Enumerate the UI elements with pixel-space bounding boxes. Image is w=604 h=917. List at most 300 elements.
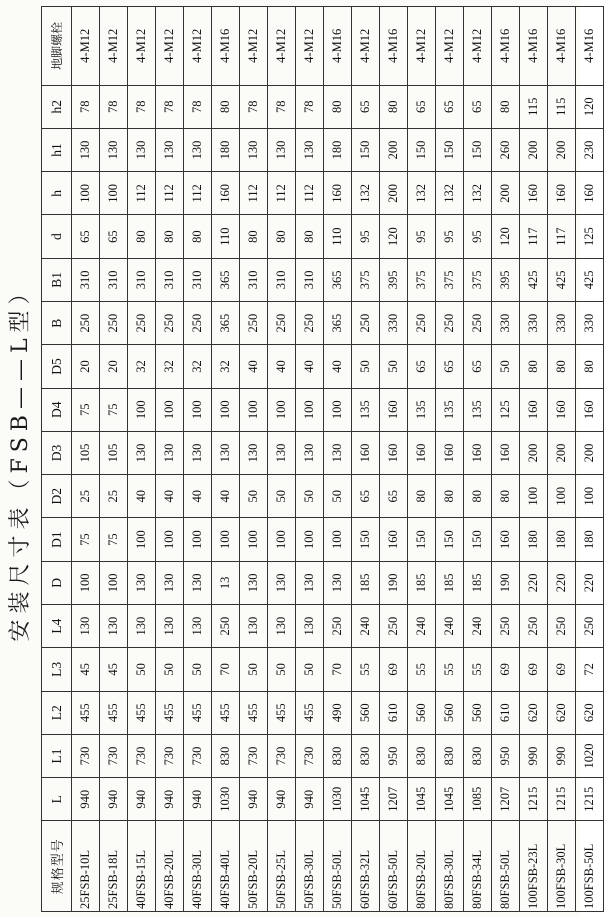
table-cell: 180 xyxy=(212,128,240,171)
table-cell: 130 xyxy=(184,561,212,604)
table-cell: 610 xyxy=(492,691,520,734)
table-cell: 130 xyxy=(156,128,184,171)
table-cell: 100 xyxy=(576,475,604,518)
table-row xyxy=(296,7,324,912)
model-cell: 25FSB-18L xyxy=(100,821,128,912)
table-cell: 990 xyxy=(548,734,576,777)
table-cell: 185 xyxy=(464,561,492,604)
table-cell: 50 xyxy=(156,648,184,691)
table-cell: 100 xyxy=(296,518,324,561)
table-cell: 250 xyxy=(72,302,100,345)
table-cell: 200 xyxy=(492,172,520,215)
table-cell: 130 xyxy=(128,431,156,474)
table-cell: 75 xyxy=(100,518,128,561)
model-cell: 40FSB-40L xyxy=(212,821,240,912)
table-cell: 65 xyxy=(464,345,492,388)
table-cell: 20 xyxy=(100,345,128,388)
table-cell: 69 xyxy=(520,648,548,691)
table-cell: 110 xyxy=(324,215,352,258)
column-header-dim-7: D1 xyxy=(42,518,72,561)
table-row xyxy=(240,7,268,912)
table-cell: 130 xyxy=(184,431,212,474)
table-cell: 130 xyxy=(268,605,296,648)
model-cell: 50FSB-30L xyxy=(296,821,324,912)
table-cell: 130 xyxy=(268,128,296,171)
table-cell: 240 xyxy=(464,605,492,648)
table-cell: 200 xyxy=(380,128,408,171)
table-cell: 130 xyxy=(324,561,352,604)
table-cell: 120 xyxy=(380,215,408,258)
table-cell: 310 xyxy=(100,258,128,301)
model-cell: 80FSB-30L xyxy=(436,821,464,912)
table-cell: 95 xyxy=(464,215,492,258)
table-cell: 112 xyxy=(184,172,212,215)
table-cell: 310 xyxy=(268,258,296,301)
model-cell: 100FSB-30L xyxy=(548,821,576,912)
table-cell: 200 xyxy=(576,431,604,474)
table-cell: 180 xyxy=(520,518,548,561)
table-cell: 75 xyxy=(100,388,128,431)
table-cell: 40 xyxy=(156,475,184,518)
table-cell: 50 xyxy=(492,345,520,388)
table-cell: 455 xyxy=(184,691,212,734)
table-cell: 40 xyxy=(324,345,352,388)
table-row xyxy=(100,7,128,912)
table-cell: 130 xyxy=(296,431,324,474)
table-cell: 115 xyxy=(520,85,548,128)
table-cell: 100 xyxy=(324,518,352,561)
table-cell: 112 xyxy=(240,172,268,215)
table-cell: 455 xyxy=(100,691,128,734)
table-cell: 160 xyxy=(520,172,548,215)
table-row xyxy=(520,7,548,912)
table-cell: 1207 xyxy=(380,778,408,821)
table-cell: 25 xyxy=(72,475,100,518)
table-cell: 69 xyxy=(548,648,576,691)
table-cell: 1045 xyxy=(352,778,380,821)
model-cell: 40FSB-20L xyxy=(156,821,184,912)
table-cell: 95 xyxy=(408,215,436,258)
table-cell: 100 xyxy=(212,388,240,431)
table-cell: 130 xyxy=(324,431,352,474)
table-cell: 180 xyxy=(548,518,576,561)
table-cell: 65 xyxy=(408,345,436,388)
table-cell: 160 xyxy=(520,388,548,431)
table-cell: 45 xyxy=(72,648,100,691)
table-cell: 50 xyxy=(128,648,156,691)
table-cell: 50 xyxy=(268,475,296,518)
table-cell: 160 xyxy=(548,388,576,431)
table-cell: 130 xyxy=(72,605,100,648)
table-cell: 180 xyxy=(324,128,352,171)
table-cell: 130 xyxy=(240,561,268,604)
table-cell: 1215 xyxy=(576,778,604,821)
table-cell: 80 xyxy=(576,345,604,388)
table-row xyxy=(548,7,576,912)
table-cell: 130 xyxy=(100,605,128,648)
table-cell: 50 xyxy=(352,345,380,388)
table-cell: 830 xyxy=(436,734,464,777)
table-cell: 100 xyxy=(156,518,184,561)
table-cell: 1030 xyxy=(324,778,352,821)
table-cell: 130 xyxy=(268,561,296,604)
table-row xyxy=(324,7,352,912)
table-cell: 220 xyxy=(576,561,604,604)
table-cell: 160 xyxy=(212,172,240,215)
column-header-dim-1: L xyxy=(42,778,72,821)
table-cell: 730 xyxy=(296,734,324,777)
table-cell: 125 xyxy=(576,215,604,258)
table-cell: 65 xyxy=(352,85,380,128)
table-cell: 160 xyxy=(576,172,604,215)
table-cell: 65 xyxy=(464,85,492,128)
table-cell: 365 xyxy=(212,258,240,301)
table-cell: 4-M12 xyxy=(352,7,380,86)
table-cell: 365 xyxy=(324,258,352,301)
table-row xyxy=(436,7,464,912)
table-cell: 130 xyxy=(212,431,240,474)
table-cell: 160 xyxy=(548,172,576,215)
table-cell: 250 xyxy=(324,605,352,648)
column-header-dim-14: d xyxy=(42,215,72,258)
table-cell: 260 xyxy=(492,128,520,171)
table-cell: 250 xyxy=(268,302,296,345)
table-cell: 130 xyxy=(240,605,268,648)
table-cell: 1215 xyxy=(520,778,548,821)
column-header-dim-12: B xyxy=(42,302,72,345)
table-cell: 78 xyxy=(128,85,156,128)
table-cell: 50 xyxy=(184,648,212,691)
table-cell: 310 xyxy=(296,258,324,301)
dimension-table xyxy=(41,6,604,912)
table-cell: 4-M12 xyxy=(464,7,492,86)
table-row xyxy=(492,7,520,912)
table-cell: 117 xyxy=(548,215,576,258)
table-cell: 620 xyxy=(548,691,576,734)
table-cell: 4-M16 xyxy=(380,7,408,86)
table-cell: 117 xyxy=(520,215,548,258)
model-cell: 80FSB-34L xyxy=(464,821,492,912)
table-cell: 455 xyxy=(240,691,268,734)
table-cell: 1045 xyxy=(436,778,464,821)
table-row xyxy=(380,7,408,912)
model-cell: 50FSB-25L xyxy=(268,821,296,912)
table-cell: 65 xyxy=(408,85,436,128)
table-cell: 150 xyxy=(464,518,492,561)
table-cell: 20 xyxy=(72,345,100,388)
table-cell: 130 xyxy=(72,128,100,171)
table-cell: 80 xyxy=(436,475,464,518)
table-row xyxy=(156,7,184,912)
table-cell: 200 xyxy=(520,128,548,171)
table-cell: 130 xyxy=(156,431,184,474)
table-cell: 160 xyxy=(464,431,492,474)
table-cell: 150 xyxy=(436,518,464,561)
table-cell: 55 xyxy=(408,648,436,691)
column-header-dim-16: h1 xyxy=(42,128,72,171)
model-cell: 80FSB-50L xyxy=(492,821,520,912)
table-cell: 250 xyxy=(576,605,604,648)
table-cell: 4-M12 xyxy=(184,7,212,86)
table-cell: 80 xyxy=(128,215,156,258)
table-cell: 100 xyxy=(72,172,100,215)
table-cell: 80 xyxy=(296,215,324,258)
table-cell: 560 xyxy=(408,691,436,734)
table-cell: 112 xyxy=(128,172,156,215)
table-cell: 25 xyxy=(100,475,128,518)
table-cell: 730 xyxy=(240,734,268,777)
table-cell: 32 xyxy=(212,345,240,388)
table-cell: 75 xyxy=(72,388,100,431)
table-cell: 220 xyxy=(548,561,576,604)
column-header-model: 规格型号 xyxy=(42,821,72,912)
column-header-dim-6: D xyxy=(42,561,72,604)
table-cell: 620 xyxy=(576,691,604,734)
table-cell: 240 xyxy=(352,605,380,648)
table-cell: 365 xyxy=(324,302,352,345)
table-cell: 50 xyxy=(380,345,408,388)
table-cell: 150 xyxy=(436,128,464,171)
table-cell: 130 xyxy=(296,605,324,648)
table-cell: 4-M16 xyxy=(324,7,352,86)
table-cell: 185 xyxy=(408,561,436,604)
table-cell: 130 xyxy=(296,128,324,171)
table-cell: 50 xyxy=(268,648,296,691)
table-cell: 730 xyxy=(156,734,184,777)
table-cell: 940 xyxy=(156,778,184,821)
table-cell: 130 xyxy=(156,561,184,604)
table-cell: 730 xyxy=(184,734,212,777)
table-cell: 220 xyxy=(520,561,548,604)
table-cell: 32 xyxy=(156,345,184,388)
table-title: 安装尺寸表（FSB——L型） xyxy=(8,276,33,642)
table-cell: 150 xyxy=(408,518,436,561)
table-cell: 100 xyxy=(296,388,324,431)
table-body xyxy=(72,7,604,912)
model-cell: 100FSB-50L xyxy=(576,821,604,912)
table-cell: 190 xyxy=(380,561,408,604)
table-cell: 78 xyxy=(72,85,100,128)
model-cell: 25FSB-10L xyxy=(72,821,100,912)
table-cell: 185 xyxy=(352,561,380,604)
column-header-dim-2: L1 xyxy=(42,734,72,777)
table-cell: 100 xyxy=(268,518,296,561)
table-cell: 160 xyxy=(492,431,520,474)
table-cell: 250 xyxy=(548,605,576,648)
table-cell: 78 xyxy=(296,85,324,128)
table-cell: 4-M16 xyxy=(212,7,240,86)
column-header-dim-15: h xyxy=(42,172,72,215)
table-cell: 125 xyxy=(492,388,520,431)
table-cell: 310 xyxy=(128,258,156,301)
column-header-dim-5: L4 xyxy=(42,605,72,648)
table-cell: 240 xyxy=(408,605,436,648)
table-row xyxy=(352,7,380,912)
table-cell: 50 xyxy=(324,475,352,518)
table-row xyxy=(212,7,240,912)
table-cell: 100 xyxy=(212,518,240,561)
table-cell: 160 xyxy=(380,431,408,474)
table-cell: 375 xyxy=(408,258,436,301)
table-cell: 78 xyxy=(184,85,212,128)
table-cell: 132 xyxy=(464,172,492,215)
column-header-dim-17: h2 xyxy=(42,85,72,128)
table-cell: 100 xyxy=(324,388,352,431)
table-cell: 69 xyxy=(380,648,408,691)
column-header-dim-11: D5 xyxy=(42,345,72,388)
table-row xyxy=(128,7,156,912)
table-cell: 80 xyxy=(464,475,492,518)
rotated-content xyxy=(1,3,596,915)
table-cell: 50 xyxy=(296,648,324,691)
column-header-dim-9: D3 xyxy=(42,431,72,474)
table-cell: 80 xyxy=(156,215,184,258)
table-cell: 40 xyxy=(184,475,212,518)
table-cell: 730 xyxy=(72,734,100,777)
table-cell: 100 xyxy=(128,518,156,561)
table-cell: 160 xyxy=(380,388,408,431)
table-cell: 78 xyxy=(156,85,184,128)
header-row xyxy=(42,7,72,912)
table-cell: 1085 xyxy=(464,778,492,821)
table-cell: 180 xyxy=(576,518,604,561)
table-cell: 100 xyxy=(240,388,268,431)
table-cell: 730 xyxy=(268,734,296,777)
table-cell: 100 xyxy=(268,388,296,431)
table-cell: 940 xyxy=(72,778,100,821)
table-cell: 950 xyxy=(380,734,408,777)
table-cell: 455 xyxy=(296,691,324,734)
table-cell: 4-M12 xyxy=(240,7,268,86)
table-cell: 940 xyxy=(128,778,156,821)
table-cell: 940 xyxy=(240,778,268,821)
table-cell: 250 xyxy=(156,302,184,345)
table-cell: 80 xyxy=(548,345,576,388)
table-cell: 69 xyxy=(492,648,520,691)
table-cell: 160 xyxy=(352,431,380,474)
table-cell: 250 xyxy=(352,302,380,345)
table-cell: 395 xyxy=(492,258,520,301)
table-cell: 830 xyxy=(464,734,492,777)
table-cell: 55 xyxy=(464,648,492,691)
table-cell: 40 xyxy=(128,475,156,518)
table-cell: 120 xyxy=(576,85,604,128)
table-cell: 135 xyxy=(464,388,492,431)
table-cell: 45 xyxy=(100,648,128,691)
table-cell: 330 xyxy=(492,302,520,345)
table-cell: 455 xyxy=(72,691,100,734)
column-header-anchor-bolt: 地脚螺栓 xyxy=(42,7,72,86)
table-row xyxy=(268,7,296,912)
table-cell: 940 xyxy=(296,778,324,821)
column-header-dim-13: B1 xyxy=(42,258,72,301)
table-cell: 425 xyxy=(520,258,548,301)
table-cell: 4-M12 xyxy=(268,7,296,86)
table-cell: 375 xyxy=(436,258,464,301)
table-cell: 310 xyxy=(240,258,268,301)
table-cell: 100 xyxy=(128,388,156,431)
table-cell: 185 xyxy=(436,561,464,604)
table-cell: 160 xyxy=(576,388,604,431)
table-cell: 132 xyxy=(436,172,464,215)
table-cell: 32 xyxy=(184,345,212,388)
table-cell: 4-M16 xyxy=(492,7,520,86)
table-cell: 250 xyxy=(296,302,324,345)
table-cell: 200 xyxy=(380,172,408,215)
table-cell: 940 xyxy=(100,778,128,821)
table-cell: 65 xyxy=(436,85,464,128)
table-cell: 40 xyxy=(268,345,296,388)
table-cell: 250 xyxy=(436,302,464,345)
table-cell: 80 xyxy=(212,85,240,128)
column-header-dim-3: L2 xyxy=(42,691,72,734)
table-cell: 200 xyxy=(548,128,576,171)
table-cell: 132 xyxy=(408,172,436,215)
table-cell: 830 xyxy=(212,734,240,777)
table-cell: 65 xyxy=(352,475,380,518)
table-cell: 135 xyxy=(436,388,464,431)
table-cell: 330 xyxy=(576,302,604,345)
table-cell: 80 xyxy=(240,215,268,258)
table-cell: 160 xyxy=(380,518,408,561)
table-cell: 78 xyxy=(240,85,268,128)
table-cell: 80 xyxy=(492,475,520,518)
table-cell: 160 xyxy=(324,172,352,215)
table-cell: 100 xyxy=(184,518,212,561)
model-cell: 50FSB-50L xyxy=(324,821,352,912)
table-cell: 250 xyxy=(240,302,268,345)
table-cell: 95 xyxy=(352,215,380,258)
table-cell: 80 xyxy=(520,345,548,388)
table-cell: 940 xyxy=(268,778,296,821)
table-cell: 4-M16 xyxy=(576,7,604,86)
table-cell: 330 xyxy=(548,302,576,345)
table-cell: 100 xyxy=(72,561,100,604)
table-cell: 40 xyxy=(296,345,324,388)
table-cell: 230 xyxy=(576,128,604,171)
table-cell: 940 xyxy=(184,778,212,821)
table-cell: 730 xyxy=(100,734,128,777)
table-cell: 80 xyxy=(408,475,436,518)
table-cell: 130 xyxy=(240,128,268,171)
table-cell: 4-M12 xyxy=(156,7,184,86)
table-cell: 330 xyxy=(380,302,408,345)
table-cell: 4-M16 xyxy=(520,7,548,86)
table-cell: 250 xyxy=(464,302,492,345)
table-cell: 55 xyxy=(352,648,380,691)
table-cell: 560 xyxy=(436,691,464,734)
table-cell: 130 xyxy=(156,605,184,648)
table-cell: 560 xyxy=(352,691,380,734)
table-cell: 395 xyxy=(380,258,408,301)
model-cell: 100FSB-23L xyxy=(520,821,548,912)
table-cell: 365 xyxy=(212,302,240,345)
table-row xyxy=(184,7,212,912)
table-cell: 375 xyxy=(352,258,380,301)
table-cell: 560 xyxy=(464,691,492,734)
model-cell: 40FSB-15L xyxy=(128,821,156,912)
table-cell: 110 xyxy=(212,215,240,258)
table-cell: 50 xyxy=(240,648,268,691)
table-cell: 200 xyxy=(548,431,576,474)
table-cell: 105 xyxy=(72,431,100,474)
table-cell: 150 xyxy=(352,518,380,561)
column-header-dim-10: D4 xyxy=(42,388,72,431)
table-cell: 100 xyxy=(520,475,548,518)
table-cell: 100 xyxy=(184,388,212,431)
column-header-dim-4: L3 xyxy=(42,648,72,691)
table-cell: 190 xyxy=(492,561,520,604)
